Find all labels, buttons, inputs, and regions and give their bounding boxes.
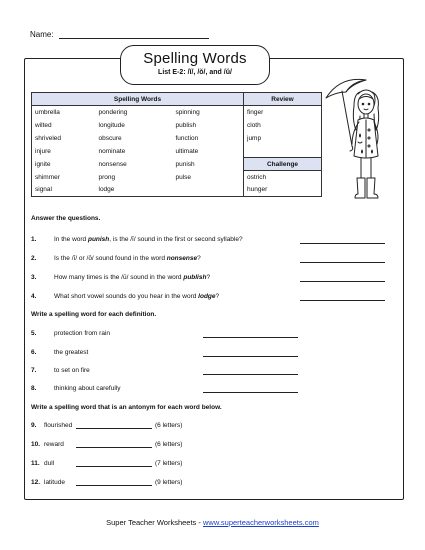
question-keyword: punish [87, 236, 110, 243]
antonym-word: dull [44, 460, 55, 467]
antonym-word: latitude [44, 479, 65, 486]
answer-line-7[interactable] [203, 374, 298, 375]
question-text: ? [206, 274, 211, 281]
answer-line-8[interactable] [203, 392, 298, 393]
question-text: How many times is the /ŭ/ sound in the word [54, 274, 184, 281]
antonym-word: reward [44, 441, 64, 448]
word-cell: ignite [32, 158, 96, 171]
table-row [32, 158, 322, 171]
review-word-cell: finger [244, 106, 322, 119]
item-number: 10. [31, 441, 41, 448]
question-text: What short vowel sounds do you hear in the word [54, 293, 199, 300]
word-cell: injure [32, 145, 96, 158]
review-header: Review [244, 93, 322, 106]
answer-line-11[interactable] [76, 460, 152, 467]
letter-hint: (7 letters) [155, 460, 183, 467]
item-number: 11. [31, 460, 40, 467]
item-number: 7. [31, 367, 37, 374]
section-definitions-heading: Write a spelling word for each definition. [31, 311, 157, 318]
word-cell: nonsense [98, 160, 127, 168]
answer-line-10[interactable] [76, 441, 152, 448]
table-row [32, 106, 322, 119]
list-subtitle: List E-2: /ĭ/, /ŏ/, and /ŭ/ [158, 69, 232, 76]
word-cell: wilted [32, 119, 96, 132]
table-row [32, 184, 322, 197]
question-keyword: lodge [198, 293, 216, 300]
antonym-item-10 [31, 441, 182, 448]
definition-item-5 [31, 330, 110, 337]
definition-item-6 [31, 349, 88, 356]
antonym-item-12 [31, 479, 182, 486]
definition-item-7 [31, 367, 90, 374]
challenge-word-cell: ostrich [244, 171, 322, 184]
answer-line-6[interactable] [203, 356, 298, 357]
page-title: Spelling Words [143, 50, 247, 67]
word-cell: punish [175, 160, 195, 168]
table-row [32, 145, 322, 158]
section-antonyms-heading: Write a spelling word that is an antonym for each word below. [31, 404, 222, 411]
girl-with-umbrella-illustration [322, 72, 398, 204]
question-keyword: nonsense [166, 255, 198, 262]
answer-line-2[interactable] [300, 262, 385, 263]
definition-text: thinking about carefully [54, 385, 121, 392]
challenge-word-cell: hunger [244, 184, 322, 197]
antonym-word: flourished [44, 422, 73, 429]
footer-text: Super Teacher Worksheets - [106, 518, 203, 527]
review-word-cell: jump [244, 132, 322, 145]
answer-line-1[interactable] [300, 243, 385, 244]
letter-hint: (6 letters) [155, 422, 183, 429]
question-text: ? [197, 255, 201, 262]
answer-line-4[interactable] [300, 300, 385, 301]
letter-hint: (9 letters) [155, 479, 183, 486]
question-text: Is the /ĭ/ or /ŏ/ sound found in the word [54, 255, 167, 262]
definition-text: the greatest [54, 349, 89, 356]
table-row [32, 119, 322, 132]
word-cell: function [175, 134, 199, 142]
word-cell: prong [98, 173, 116, 181]
word-cell: ultimate [175, 147, 199, 155]
name-label: Name: [30, 30, 54, 39]
question-number: 1. [31, 236, 37, 243]
challenge-header: Challenge [244, 158, 322, 171]
word-cell: publish [175, 121, 197, 129]
definition-text: to set on fire [54, 367, 90, 374]
section-answer-questions-heading: Answer the questions. [31, 215, 101, 222]
question-2 [31, 255, 201, 262]
item-number: 5. [31, 330, 37, 337]
item-number: 12. [31, 479, 41, 486]
name-row [30, 30, 209, 39]
word-cell: shimmer [32, 171, 96, 184]
word-cell: lodge [96, 184, 173, 197]
antonym-item-11 [31, 460, 182, 467]
word-cell: spinning [175, 108, 200, 116]
letter-hint: (6 letters) [155, 441, 183, 448]
item-number: 8. [31, 385, 37, 392]
review-word-cell: cloth [244, 119, 322, 132]
answer-line-9[interactable] [76, 422, 152, 429]
review-empty-cell [244, 145, 322, 158]
table-row [32, 132, 322, 145]
item-number: 6. [31, 349, 37, 356]
item-number: 9. [31, 422, 37, 429]
footer [0, 518, 425, 527]
title-box [120, 45, 270, 85]
table-row [32, 171, 322, 184]
word-cell: shriveled [32, 132, 96, 145]
word-cell: signal [32, 184, 96, 197]
footer-link[interactable]: www.superteacherworksheets.com [202, 518, 319, 527]
question-number: 4. [31, 293, 37, 300]
question-keyword: publish [183, 274, 207, 281]
answer-line-3[interactable] [300, 281, 385, 282]
antonym-item-9 [31, 422, 182, 429]
word-cell: pulse [175, 173, 192, 181]
spelling-words-header: Spelling Words [32, 93, 244, 106]
question-number: 2. [31, 255, 37, 262]
name-input-line[interactable] [59, 31, 209, 39]
question-4 [31, 293, 219, 300]
word-cell: pondering [98, 108, 128, 116]
spelling-word-table [31, 92, 322, 197]
question-3 [31, 274, 210, 281]
table-header-row [32, 93, 322, 106]
definition-text: protection from rain [54, 330, 110, 337]
definition-item-8 [31, 385, 121, 392]
word-cell: nominate [98, 147, 126, 155]
question-text: , is the /ĭ/ sound in the first or second syllable? [109, 236, 243, 243]
word-cell: umbrella [32, 106, 96, 119]
answer-line-5[interactable] [203, 337, 298, 338]
question-1 [31, 236, 243, 243]
word-cell: obscure [98, 134, 122, 142]
word-cell: longitude [98, 121, 125, 129]
word-cell [173, 184, 244, 197]
question-text: In the word [54, 236, 88, 243]
question-number: 3. [31, 274, 37, 281]
question-text: ? [215, 293, 220, 300]
answer-line-12[interactable] [76, 479, 152, 486]
